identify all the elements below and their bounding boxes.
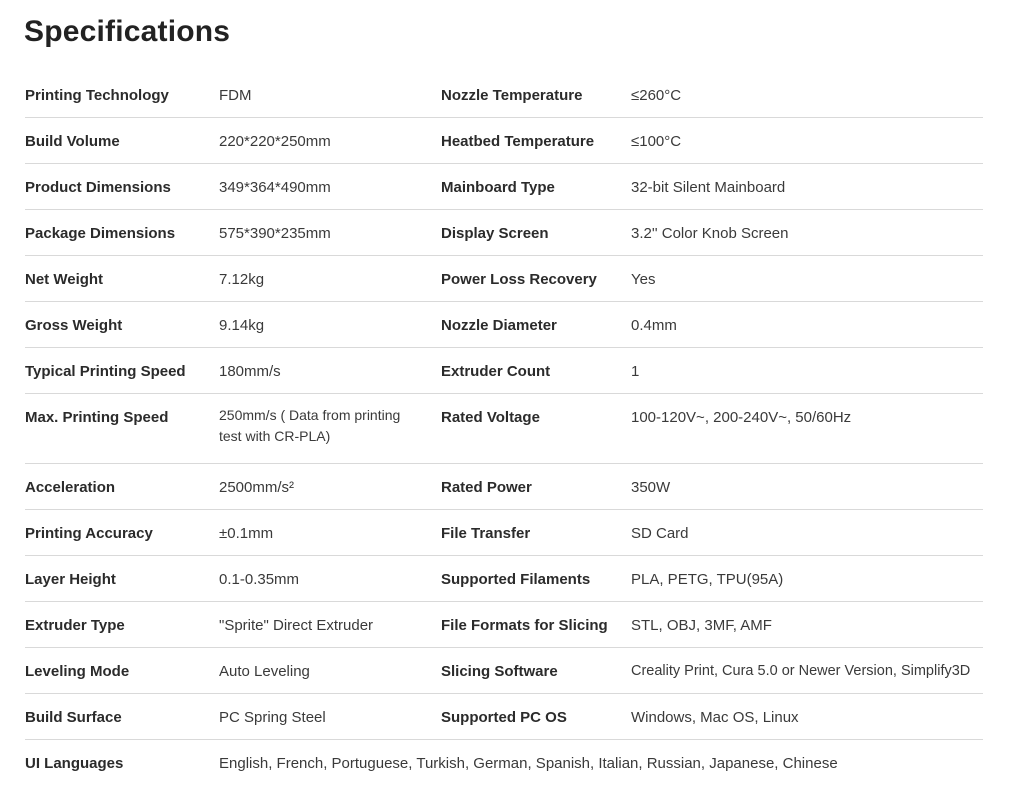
spec-label: UI Languages bbox=[25, 755, 124, 772]
spec-label: Max. Printing Speed bbox=[25, 409, 169, 426]
spec-row-ui-languages bbox=[25, 740, 983, 785]
spec-label: Rated Power bbox=[441, 479, 532, 496]
spec-row bbox=[25, 72, 983, 118]
spec-row bbox=[25, 302, 983, 348]
spec-label: Extruder Type bbox=[25, 617, 125, 634]
spec-row bbox=[25, 348, 983, 394]
spec-value: 575*390*235mm bbox=[219, 225, 331, 242]
spec-label: Gross Weight bbox=[25, 317, 123, 334]
spec-value: 100-120V~, 200-240V~, 50/60Hz bbox=[631, 409, 852, 426]
spec-value: ≤100°C bbox=[631, 133, 682, 150]
spec-label: Leveling Mode bbox=[25, 663, 130, 680]
spec-row bbox=[25, 164, 983, 210]
spec-label: Nozzle Temperature bbox=[441, 87, 583, 104]
spec-row bbox=[25, 394, 983, 464]
spec-label: Slicing Software bbox=[441, 663, 558, 680]
specifications-table bbox=[25, 72, 983, 785]
spec-row bbox=[25, 256, 983, 302]
spec-label: Supported Filaments bbox=[441, 571, 591, 588]
spec-value: FDM bbox=[219, 87, 252, 104]
spec-value: English, French, Portuguese, Turkish, German, Spanish, Italian, Russian, Japanese, Chinese bbox=[219, 755, 838, 772]
spec-value: 250mm/s ( Data from printing test with CR-PLA) bbox=[219, 407, 401, 444]
spec-label: Build Surface bbox=[25, 709, 122, 726]
spec-value: 0.1-0.35mm bbox=[219, 571, 300, 588]
spec-label: Acceleration bbox=[25, 479, 116, 496]
spec-label: Extruder Count bbox=[441, 363, 551, 380]
spec-value: "Sprite" Direct Extruder bbox=[219, 617, 374, 634]
spec-value: 0.4mm bbox=[631, 317, 677, 334]
spec-label: Display Screen bbox=[441, 225, 549, 242]
spec-value: 3.2'' Color Knob Screen bbox=[631, 225, 789, 242]
spec-label: Mainboard Type bbox=[441, 179, 555, 196]
spec-value: 9.14kg bbox=[219, 317, 265, 334]
spec-value: 350W bbox=[631, 479, 671, 496]
spec-value: 7.12kg bbox=[219, 271, 265, 288]
spec-row bbox=[25, 510, 983, 556]
spec-value: ≤260°C bbox=[631, 87, 682, 104]
spec-value: Yes bbox=[631, 271, 656, 288]
spec-value: PLA, PETG, TPU(95A) bbox=[631, 571, 784, 588]
spec-row bbox=[25, 648, 983, 694]
spec-row bbox=[25, 556, 983, 602]
spec-label: Net Weight bbox=[25, 271, 104, 288]
spec-row bbox=[25, 210, 983, 256]
spec-value: SD Card bbox=[631, 525, 689, 542]
spec-label: Layer Height bbox=[25, 571, 116, 588]
spec-label: Typical Printing Speed bbox=[25, 363, 186, 380]
page-title: Specifications bbox=[24, 15, 231, 48]
spec-label: Package Dimensions bbox=[25, 225, 176, 242]
spec-value: 2500mm/s² bbox=[219, 479, 295, 496]
spec-label: Heatbed Temperature bbox=[441, 133, 595, 150]
spec-label: Power Loss Recovery bbox=[441, 271, 597, 288]
spec-value: Creality Print, Cura 5.0 or Newer Version, Simplify3D bbox=[631, 663, 971, 679]
spec-label: Printing Accuracy bbox=[25, 525, 153, 542]
spec-value: STL, OBJ, 3MF, AMF bbox=[631, 617, 772, 634]
spec-value: Windows, Mac OS, Linux bbox=[631, 709, 799, 726]
spec-value: 220*220*250mm bbox=[219, 133, 331, 150]
spec-label: File Transfer bbox=[441, 525, 531, 542]
spec-value: 349*364*490mm bbox=[219, 179, 331, 196]
spec-row bbox=[25, 694, 983, 740]
spec-label: Product Dimensions bbox=[25, 179, 171, 196]
spec-label: Supported PC OS bbox=[441, 709, 567, 726]
spec-row bbox=[25, 118, 983, 164]
spec-value: PC Spring Steel bbox=[219, 709, 326, 726]
spec-label: Nozzle Diameter bbox=[441, 317, 557, 334]
spec-label: Build Volume bbox=[25, 133, 120, 150]
spec-value: 32-bit Silent Mainboard bbox=[631, 179, 786, 196]
spec-value: ±0.1mm bbox=[219, 525, 274, 542]
spec-value: 1 bbox=[631, 363, 640, 380]
spec-label: File Formats for Slicing bbox=[441, 617, 608, 634]
spec-label: Printing Technology bbox=[25, 87, 169, 104]
spec-value: 180mm/s bbox=[219, 363, 281, 380]
spec-label: Rated Voltage bbox=[441, 409, 540, 426]
spec-row bbox=[25, 464, 983, 510]
spec-row bbox=[25, 602, 983, 648]
spec-value: Auto Leveling bbox=[219, 663, 310, 680]
